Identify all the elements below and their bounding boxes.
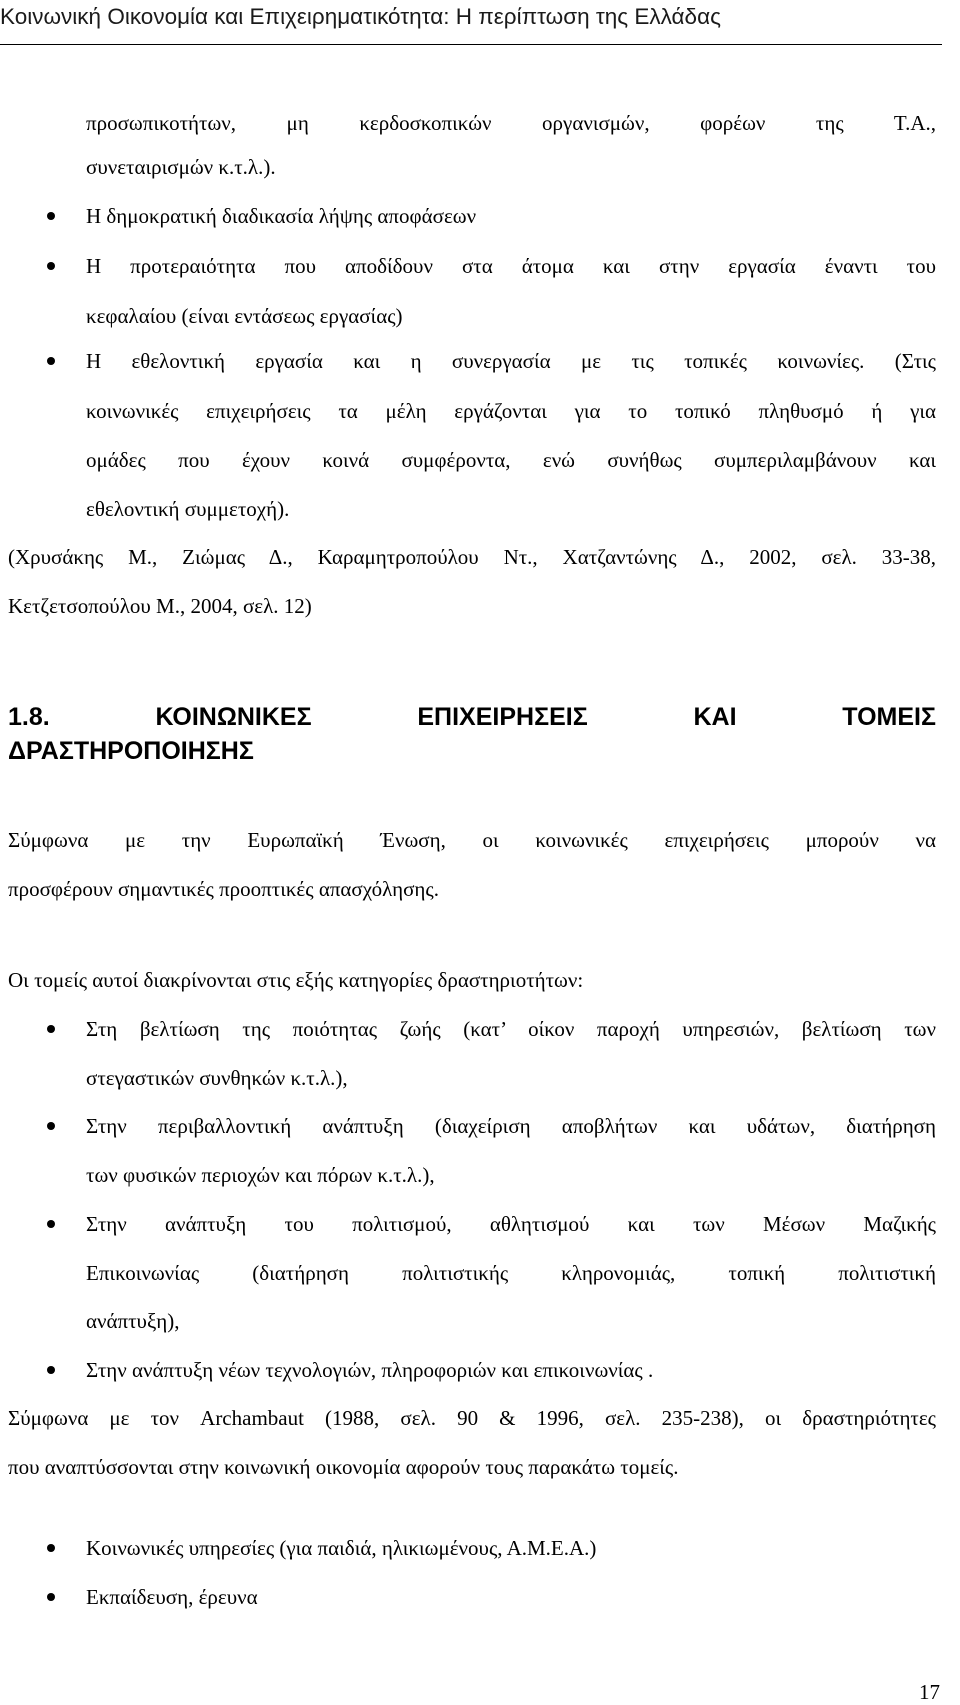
section-heading-line-1: 1.8. ΚΟΙΝΩΝΙΚΕΣ ΕΠΙΧΕΙΡΗΣΕΙΣ ΚΑΙ ΤΟΜΕΙΣ <box>8 703 936 731</box>
category-culture-line-2: Επικοινωνίας (διατήρηση πολιτιστικής κληρονομιάς, τοπική πολιτιστική <box>86 1261 936 1285</box>
category-quality-life-line-1: Στη βελτίωση της ποιότητας ζωής (κατ’ οίκον παροχή υπηρεσιών, βελτίωση των <box>86 1017 936 1041</box>
paragraph-eu-line-1: Σύμφωνα με την Ευρωπαϊκή Ένωση, οι κοινωνικές επιχειρήσεις μπορούν να <box>8 828 936 852</box>
running-header <box>0 0 942 45</box>
reference-line-1: (Χρυσάκης Μ., Ζιώμας Δ., Καραμητροπούλου Ντ., Χατζαντώνης Δ., 2002, σελ. 33-38, <box>8 545 936 569</box>
bullet-icon <box>47 1544 55 1552</box>
bullet-priority-line-1: Η προτεραιότητα που αποδίδουν στα άτομα και στην εργασία έναντι του <box>86 254 936 278</box>
category-environment-line-2: των φυσικών περιοχών και πόρων κ.τ.λ.), <box>86 1163 435 1187</box>
category-technology: Στην ανάπτυξη νέων τεχνολογιών, πληροφοριών και επικοινωνίας . <box>86 1358 654 1382</box>
category-culture-line-1: Στην ανάπτυξη του πολιτισμού, αθλητισμού και των Μέσων Μαζικής <box>86 1212 936 1236</box>
bullet-volunteer-line-2: κοινωνικές επιχειρήσεις τα μέλη εργάζονται για το τοπικό πληθυσμό ή για <box>86 399 936 423</box>
paragraph-archambaut-line-1: Σύμφωνα με τον Archambaut (1988, σελ. 90 & 1996, σελ. 235-238), οι δραστηριότητες <box>8 1406 936 1430</box>
bullet-icon <box>47 1122 55 1130</box>
paragraph-categories: Οι τομείς αυτοί διακρίνονται στις εξής κατηγορίες δραστηριοτήτων: <box>8 968 584 992</box>
bullet-priority-line-2: κεφαλαίου (είναι εντάσεως εργασίας) <box>86 304 403 328</box>
bullet-icon <box>47 1025 55 1033</box>
bullet-volunteer-line-1: Η εθελοντική εργασία και η συνεργασία με τις τοπικές κοινωνίες. (Στις <box>86 349 936 373</box>
continuation-line-2: συνεταιρισμών κ.τ.λ.). <box>86 155 276 179</box>
bullet-icon <box>47 357 55 365</box>
category-culture-line-3: ανάπτυξη), <box>86 1309 180 1333</box>
page-number: 17 <box>919 1680 940 1704</box>
category-environment-line-1: Στην περιβαλλοντική ανάπτυξη (διαχείριση αποβλήτων και υδάτων, διατήρηση <box>86 1114 936 1138</box>
bullet-icon <box>47 1366 55 1374</box>
paragraph-archambaut-line-2: που αναπτύσσονται στην κοινωνική οικονομία αφορούν τους παρακάτω τομείς. <box>8 1455 679 1479</box>
sector-education-research: Εκπαίδευση, έρευνα <box>86 1585 258 1609</box>
paragraph-eu-line-2: προσφέρουν σημαντικές προοπτικές απασχόλησης. <box>8 877 439 901</box>
header-title: Κοινωνική Οικονομία και Επιχειρηματικότητα: Η περίπτωση της Ελλάδας <box>0 4 721 29</box>
bullet-icon <box>47 1220 55 1228</box>
continuation-line-1: προσωπικοτήτων, μη κερδοσκοπικών οργανισμών, φορέων της Τ.Α., <box>86 111 936 135</box>
sector-social-services: Κοινωνικές υπηρεσίες (για παιδιά, ηλικιωμένους, Α.Μ.Ε.Α.) <box>86 1536 597 1560</box>
bullet-icon <box>47 262 55 270</box>
bullet-democratic-process: Η δημοκρατική διαδικασία λήψης αποφάσεων <box>86 204 477 228</box>
category-quality-life-line-2: στεγαστικών συνθηκών κ.τ.λ.), <box>86 1066 348 1090</box>
reference-line-2: Κετζετσοπούλου Μ., 2004, σελ. 12) <box>8 594 312 618</box>
bullet-volunteer-line-4: εθελοντική συμμετοχή). <box>86 497 290 521</box>
bullet-volunteer-line-3: ομάδες που έχουν κοινά συμφέροντα, ενώ συνήθως συμπεριλαμβάνουν και <box>86 448 936 472</box>
bullet-icon <box>47 212 55 220</box>
section-heading-line-2: ΔΡΑΣΤΗΡΟΠΟΙΗΣΗΣ <box>8 737 254 765</box>
bullet-icon <box>47 1593 55 1601</box>
